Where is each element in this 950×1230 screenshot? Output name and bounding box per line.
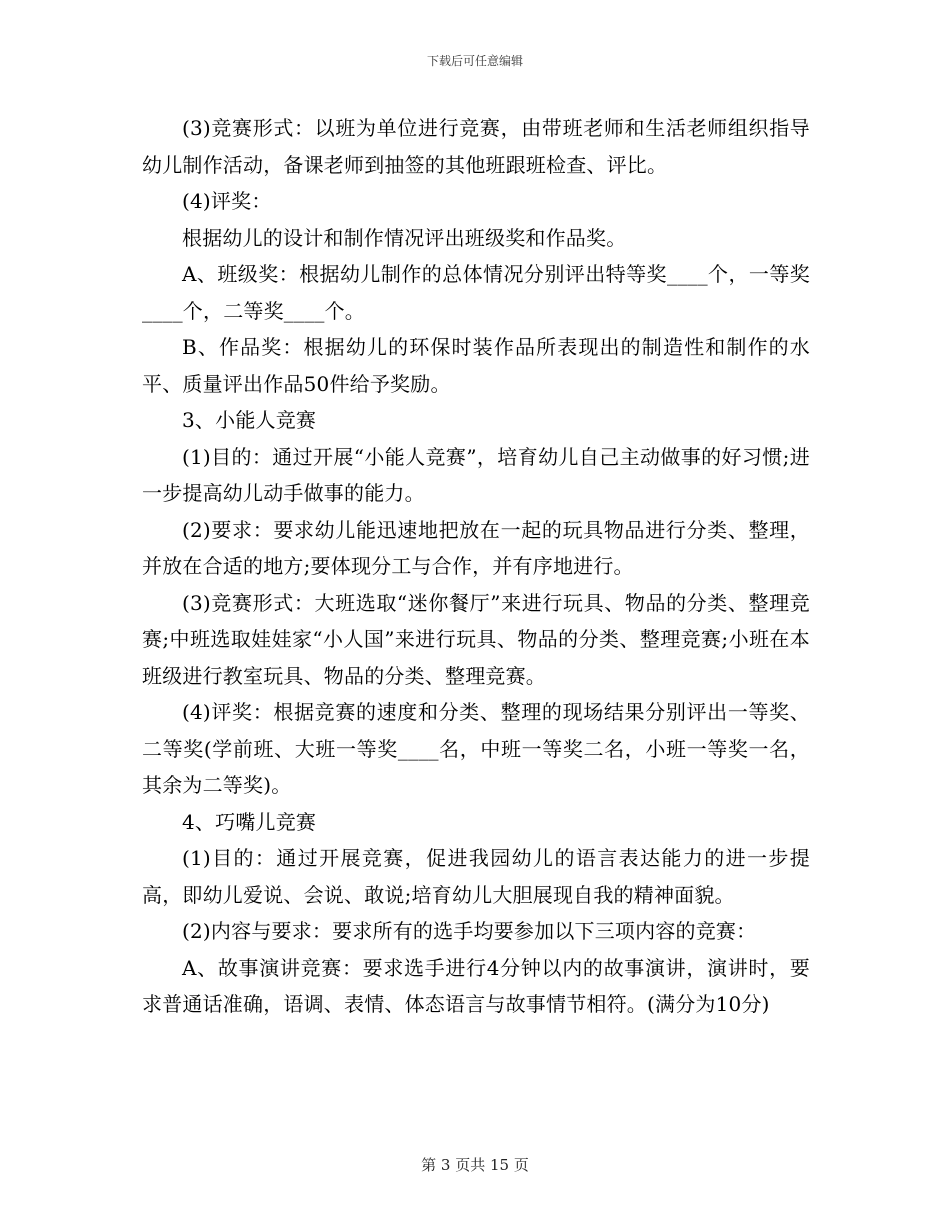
paragraph-little-capable-goal: (1)目的：通过开展“小能人竞赛”，培育幼儿自己主动做事的好习惯;进一步提高幼儿动手做事的能力。 [142,444,810,505]
paragraph-little-capable-format: (3)竞赛形式：大班选取“迷你餐厅”来进行玩具、物品的分类、整理竞赛;中班选取娃娃家“小人国”来进行玩具、物品的分类、整理竞赛;小班在本班级进行教室玩具、物品的分类、整理竞赛。 [142,590,810,688]
document-body [142,110,810,1023]
section-heading-clever-mouth: 4、巧嘴儿竞赛 [182,809,317,834]
paragraph-little-capable-requirements: (2)要求：要求幼儿能迅速地把放在一起的玩具物品进行分类、整理，并放在合适的地方;要体现分工与合作，并有序地进行。 [142,517,810,578]
paragraph-competition-format: (3)竞赛形式：以班为单位进行竞赛，由带班老师和生活老师组织指导幼儿制作活动，备课老师到抽签的其他班跟班检查、评比。 [142,116,810,177]
paragraph-clever-mouth-content: (2)内容与要求：要求所有的选手均要参加以下三项内容的竞赛： [182,919,757,943]
paragraph-awards-basis: 根据幼儿的设计和制作情况评出班级奖和作品奖。 [182,225,627,250]
page-header-note: 下载后可任意编辑 [426,54,523,68]
paragraph-story-speech: A、故事演讲竞赛：要求选手进行4分钟以内的故事演讲，演讲时，要求普通话准确，语调、表情、体态语言与故事情节相符。(满分为10分) [142,955,810,1016]
paragraph-little-capable-awards: (4)评奖：根据竞赛的速度和分类、整理的现场结果分别评出一等奖、二等奖(学前班、大班一等奖____名，中班一等奖二名，小班一等奖一名，其余为二等奖)。 [142,700,810,797]
page-number-footer: 第 3 页共 15 页 [421,1156,529,1174]
section-heading-little-capable: 3、小能人竞赛 [182,408,317,432]
paragraph-awards-heading: (4)评奖： [182,189,272,213]
paragraph-work-award: B、作品奖：根据幼儿的环保时装作品所表现出的制造性和制作的水平、质量评出作品50件给予奖励。 [142,335,810,396]
paragraph-clever-mouth-goal: (1)目的：通过开展竞赛，促进我园幼儿的语言表达能力的进一步提高，即幼儿爱说、会说、敢说;培育幼儿大胆展现自我的精神面貌。 [142,846,810,907]
paragraph-class-award: A、班级奖：根据幼儿制作的总体情况分别评出特等奖____个，一等奖____个，二等奖____个。 [142,262,810,323]
